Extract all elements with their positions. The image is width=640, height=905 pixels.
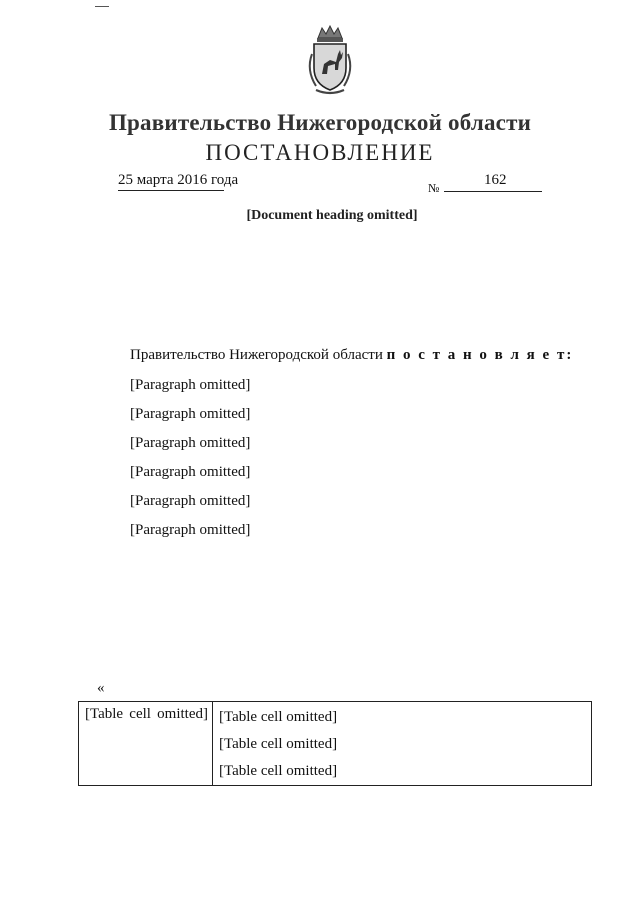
cell-label-text: [Table cell omitted]	[85, 706, 208, 722]
cell-line-2: [Table cell omitted]	[219, 736, 338, 752]
document-number: 162	[484, 172, 507, 188]
document-date: 25 марта 2016 года	[118, 172, 239, 188]
body-text	[97, 343, 585, 543]
table-cell-content	[213, 702, 592, 786]
cell-line-3: [Table cell omitted]	[219, 763, 338, 779]
document-type: ПОСТАНОВЛЕНИЕ	[205, 140, 435, 165]
paragraph-6: [Paragraph omitted]	[130, 522, 251, 538]
intro-paragraph	[97, 343, 585, 368]
table-cell-label	[79, 702, 213, 786]
program-table	[78, 701, 592, 786]
paragraph-4: [Paragraph omitted]	[130, 464, 251, 480]
date-underline	[118, 190, 224, 191]
paragraph-5: [Paragraph omitted]	[130, 493, 251, 509]
intro-prefix: Правительство Нижегородской области	[130, 347, 383, 363]
table-row	[79, 702, 592, 786]
opening-quote: «	[97, 680, 105, 696]
cell-line-1: [Table cell omitted]	[219, 709, 338, 725]
government-name: Правительство Нижегородской области	[108, 110, 532, 135]
intro-verb: п о с т а н о в л я е т:	[386, 347, 574, 363]
paragraph-1: [Paragraph omitted]	[130, 377, 251, 393]
number-sign: №	[428, 181, 440, 195]
number-underline	[444, 191, 542, 192]
document-heading: [Document heading omitted]	[246, 208, 418, 223]
scan-mark	[95, 6, 109, 7]
paragraph-3: [Paragraph omitted]	[130, 435, 251, 451]
paragraph-2: [Paragraph omitted]	[130, 406, 251, 422]
nizhny-novgorod-coat-of-arms-icon	[300, 24, 360, 96]
